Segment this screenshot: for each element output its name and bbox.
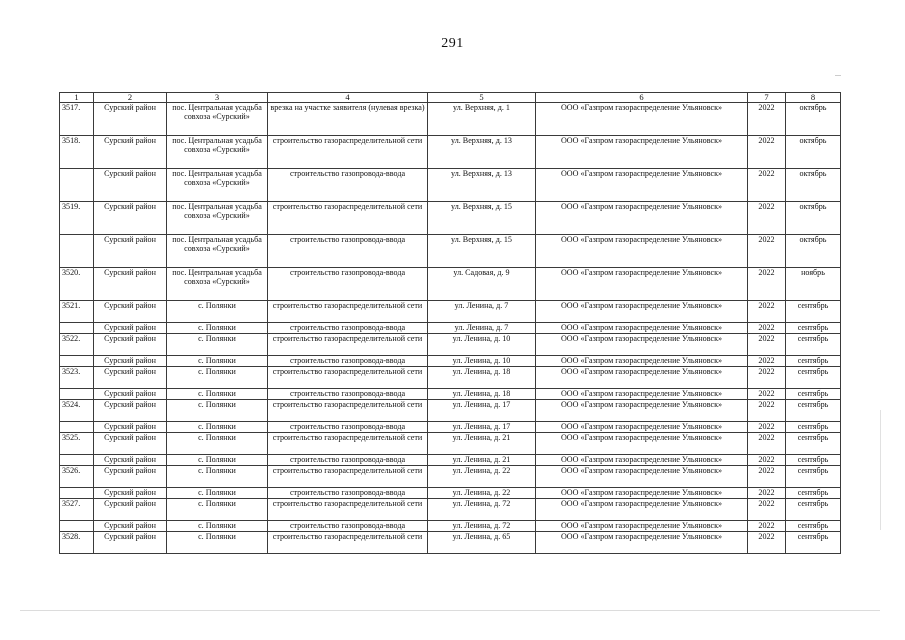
locality-cell: с. Полянки <box>167 433 268 455</box>
work-type-cell: строительство газопровода-ввода <box>268 169 428 202</box>
scan-mark <box>835 75 841 76</box>
year-cell: 2022 <box>748 323 786 334</box>
organization-cell: ООО «Газпром газораспределение Ульяновск» <box>536 400 748 422</box>
year-cell: 2022 <box>748 499 786 521</box>
month-cell: ноябрь <box>786 268 841 301</box>
year-cell: 2022 <box>748 488 786 499</box>
district-cell: Сурский район <box>94 367 167 389</box>
document-table <box>59 92 841 554</box>
year-cell: 2022 <box>748 400 786 422</box>
column-header: 1 <box>60 93 94 103</box>
table-row <box>60 455 841 466</box>
locality-cell: с. Полянки <box>167 455 268 466</box>
locality-cell: с. Полянки <box>167 488 268 499</box>
work-type-cell: строительство газораспределительной сети <box>268 334 428 356</box>
table-row <box>60 136 841 169</box>
table-body <box>60 103 841 554</box>
locality-cell: с. Полянки <box>167 367 268 389</box>
district-cell: Сурский район <box>94 301 167 323</box>
year-cell: 2022 <box>748 235 786 268</box>
year-cell: 2022 <box>748 356 786 367</box>
district-cell: Сурский район <box>94 488 167 499</box>
row-number: 3526. <box>60 466 94 488</box>
work-type-cell: строительство газораспределительной сети <box>268 301 428 323</box>
district-cell: Сурский район <box>94 268 167 301</box>
table-row <box>60 202 841 235</box>
row-number: 3525. <box>60 433 94 455</box>
address-cell: ул. Садовая, д. 9 <box>428 268 536 301</box>
table-row <box>60 356 841 367</box>
year-cell: 2022 <box>748 389 786 400</box>
locality-cell: пос. Центральная усадьба совхоза «Сурский» <box>167 235 268 268</box>
locality-cell: пос. Центральная усадьба совхоза «Сурский» <box>167 268 268 301</box>
organization-cell: ООО «Газпром газораспределение Ульяновск» <box>536 466 748 488</box>
organization-cell: ООО «Газпром газораспределение Ульяновск» <box>536 422 748 433</box>
address-cell: ул. Ленина, д. 72 <box>428 499 536 521</box>
work-type-cell: строительство газопровода-ввода <box>268 455 428 466</box>
address-cell: ул. Верхняя, д. 15 <box>428 202 536 235</box>
address-cell: ул. Верхняя, д. 1 <box>428 103 536 136</box>
month-cell: октябрь <box>786 136 841 169</box>
work-type-cell: строительство газопровода-ввода <box>268 268 428 301</box>
table-row <box>60 169 841 202</box>
table-row <box>60 422 841 433</box>
locality-cell: с. Полянки <box>167 499 268 521</box>
month-cell: сентябрь <box>786 422 841 433</box>
address-cell: ул. Ленина, д. 72 <box>428 521 536 532</box>
table-row <box>60 334 841 356</box>
month-cell: сентябрь <box>786 334 841 356</box>
row-number <box>60 422 94 433</box>
work-type-cell: строительство газораспределительной сети <box>268 367 428 389</box>
row-number: 3524. <box>60 400 94 422</box>
district-cell: Сурский район <box>94 202 167 235</box>
row-number <box>60 488 94 499</box>
locality-cell: с. Полянки <box>167 400 268 422</box>
row-number <box>60 323 94 334</box>
table-row <box>60 103 841 136</box>
organization-cell: ООО «Газпром газораспределение Ульяновск» <box>536 433 748 455</box>
organization-cell: ООО «Газпром газораспределение Ульяновск» <box>536 202 748 235</box>
district-cell: Сурский район <box>94 466 167 488</box>
district-cell: Сурский район <box>94 521 167 532</box>
table-row <box>60 532 841 554</box>
row-number: 3527. <box>60 499 94 521</box>
year-cell: 2022 <box>748 433 786 455</box>
organization-cell: ООО «Газпром газораспределение Ульяновск» <box>536 455 748 466</box>
month-cell: сентябрь <box>786 433 841 455</box>
locality-cell: с. Полянки <box>167 356 268 367</box>
district-cell: Сурский район <box>94 103 167 136</box>
locality-cell: пос. Центральная усадьба совхоза «Сурский» <box>167 136 268 169</box>
address-cell: ул. Ленина, д. 10 <box>428 356 536 367</box>
year-cell: 2022 <box>748 521 786 532</box>
table-row <box>60 521 841 532</box>
organization-cell: ООО «Газпром газораспределение Ульяновск» <box>536 301 748 323</box>
column-header: 4 <box>268 93 428 103</box>
year-cell: 2022 <box>748 532 786 554</box>
work-type-cell: строительство газопровода-ввода <box>268 488 428 499</box>
month-cell: октябрь <box>786 202 841 235</box>
locality-cell: с. Полянки <box>167 334 268 356</box>
work-type-cell: врезка на участке заявителя (нулевая врезка) <box>268 103 428 136</box>
locality-cell: с. Полянки <box>167 301 268 323</box>
column-header: 5 <box>428 93 536 103</box>
row-number: 3519. <box>60 202 94 235</box>
row-number <box>60 169 94 202</box>
address-cell: ул. Ленина, д. 18 <box>428 367 536 389</box>
locality-cell: с. Полянки <box>167 323 268 334</box>
table-row <box>60 301 841 323</box>
row-number <box>60 235 94 268</box>
month-cell: сентябрь <box>786 323 841 334</box>
organization-cell: ООО «Газпром газораспределение Ульяновск» <box>536 356 748 367</box>
district-cell: Сурский район <box>94 136 167 169</box>
year-cell: 2022 <box>748 334 786 356</box>
column-header: 7 <box>748 93 786 103</box>
address-cell: ул. Ленина, д. 17 <box>428 422 536 433</box>
table-row <box>60 400 841 422</box>
address-cell: ул. Ленина, д. 18 <box>428 389 536 400</box>
address-cell: ул. Верхняя, д. 13 <box>428 136 536 169</box>
year-cell: 2022 <box>748 169 786 202</box>
table-row <box>60 433 841 455</box>
address-cell: ул. Ленина, д. 22 <box>428 488 536 499</box>
locality-cell: пос. Центральная усадьба совхоза «Сурский» <box>167 103 268 136</box>
address-cell: ул. Верхняя, д. 15 <box>428 235 536 268</box>
district-cell: Сурский район <box>94 422 167 433</box>
address-cell: ул. Ленина, д. 21 <box>428 455 536 466</box>
year-cell: 2022 <box>748 268 786 301</box>
row-number <box>60 356 94 367</box>
organization-cell: ООО «Газпром газораспределение Ульяновск» <box>536 235 748 268</box>
locality-cell: с. Полянки <box>167 389 268 400</box>
month-cell: сентябрь <box>786 488 841 499</box>
district-cell: Сурский район <box>94 235 167 268</box>
row-number: 3520. <box>60 268 94 301</box>
locality-cell: с. Полянки <box>167 422 268 433</box>
organization-cell: ООО «Газпром газораспределение Ульяновск» <box>536 103 748 136</box>
month-cell: сентябрь <box>786 499 841 521</box>
column-header: 2 <box>94 93 167 103</box>
column-header: 3 <box>167 93 268 103</box>
organization-cell: ООО «Газпром газораспределение Ульяновск» <box>536 268 748 301</box>
month-cell: сентябрь <box>786 301 841 323</box>
year-cell: 2022 <box>748 301 786 323</box>
year-cell: 2022 <box>748 202 786 235</box>
address-cell: ул. Ленина, д. 21 <box>428 433 536 455</box>
work-type-cell: строительство газопровода-ввода <box>268 323 428 334</box>
year-cell: 2022 <box>748 136 786 169</box>
year-cell: 2022 <box>748 422 786 433</box>
organization-cell: ООО «Газпром газораспределение Ульяновск» <box>536 334 748 356</box>
work-type-cell: строительство газопровода-ввода <box>268 356 428 367</box>
year-cell: 2022 <box>748 455 786 466</box>
row-number: 3521. <box>60 301 94 323</box>
address-cell: ул. Ленина, д. 65 <box>428 532 536 554</box>
row-number: 3528. <box>60 532 94 554</box>
work-type-cell: строительство газораспределительной сети <box>268 532 428 554</box>
organization-cell: ООО «Газпром газораспределение Ульяновск» <box>536 169 748 202</box>
work-type-cell: строительство газораспределительной сети <box>268 400 428 422</box>
year-cell: 2022 <box>748 466 786 488</box>
address-cell: ул. Ленина, д. 7 <box>428 301 536 323</box>
month-cell: сентябрь <box>786 389 841 400</box>
locality-cell: с. Полянки <box>167 532 268 554</box>
column-header: 6 <box>536 93 748 103</box>
organization-cell: ООО «Газпром газораспределение Ульяновск» <box>536 521 748 532</box>
district-cell: Сурский район <box>94 323 167 334</box>
locality-cell: с. Полянки <box>167 521 268 532</box>
year-cell: 2022 <box>748 103 786 136</box>
month-cell: сентябрь <box>786 466 841 488</box>
row-number <box>60 455 94 466</box>
month-cell: сентябрь <box>786 521 841 532</box>
address-cell: ул. Ленина, д. 17 <box>428 400 536 422</box>
table-row <box>60 499 841 521</box>
address-cell: ул. Верхняя, д. 13 <box>428 169 536 202</box>
organization-cell: ООО «Газпром газораспределение Ульяновск» <box>536 499 748 521</box>
work-type-cell: строительство газораспределительной сети <box>268 466 428 488</box>
district-cell: Сурский район <box>94 389 167 400</box>
organization-cell: ООО «Газпром газораспределение Ульяновск» <box>536 323 748 334</box>
district-cell: Сурский район <box>94 532 167 554</box>
month-cell: октябрь <box>786 235 841 268</box>
table-row <box>60 268 841 301</box>
address-cell: ул. Ленина, д. 7 <box>428 323 536 334</box>
month-cell: октябрь <box>786 169 841 202</box>
row-number: 3517. <box>60 103 94 136</box>
work-type-cell: строительство газораспределительной сети <box>268 499 428 521</box>
organization-cell: ООО «Газпром газораспределение Ульяновск» <box>536 367 748 389</box>
district-cell: Сурский район <box>94 433 167 455</box>
address-cell: ул. Ленина, д. 22 <box>428 466 536 488</box>
work-type-cell: строительство газопровода-ввода <box>268 422 428 433</box>
locality-cell: с. Полянки <box>167 466 268 488</box>
row-number: 3518. <box>60 136 94 169</box>
address-cell: ул. Ленина, д. 10 <box>428 334 536 356</box>
table-row <box>60 235 841 268</box>
table-row <box>60 389 841 400</box>
table-header-row <box>60 93 841 103</box>
organization-cell: ООО «Газпром газораспределение Ульяновск» <box>536 532 748 554</box>
district-cell: Сурский район <box>94 499 167 521</box>
table-row <box>60 466 841 488</box>
page-number: 291 <box>441 36 464 51</box>
month-cell: сентябрь <box>786 532 841 554</box>
district-cell: Сурский район <box>94 334 167 356</box>
district-cell: Сурский район <box>94 400 167 422</box>
row-number: 3522. <box>60 334 94 356</box>
month-cell: сентябрь <box>786 400 841 422</box>
district-cell: Сурский район <box>94 356 167 367</box>
column-header: 8 <box>786 93 841 103</box>
month-cell: сентябрь <box>786 367 841 389</box>
table-row <box>60 488 841 499</box>
organization-cell: ООО «Газпром газораспределение Ульяновск» <box>536 136 748 169</box>
work-type-cell: строительство газораспределительной сети <box>268 202 428 235</box>
table-row <box>60 323 841 334</box>
row-number: 3523. <box>60 367 94 389</box>
locality-cell: пос. Центральная усадьба совхоза «Сурский» <box>167 202 268 235</box>
month-cell: сентябрь <box>786 356 841 367</box>
district-cell: Сурский район <box>94 455 167 466</box>
scan-mark <box>880 410 881 530</box>
locality-cell: пос. Центральная усадьба совхоза «Сурский» <box>167 169 268 202</box>
month-cell: октябрь <box>786 103 841 136</box>
work-type-cell: строительство газопровода-ввода <box>268 389 428 400</box>
organization-cell: ООО «Газпром газораспределение Ульяновск» <box>536 389 748 400</box>
month-cell: сентябрь <box>786 455 841 466</box>
scan-mark <box>20 610 880 611</box>
year-cell: 2022 <box>748 367 786 389</box>
row-number <box>60 521 94 532</box>
district-cell: Сурский район <box>94 169 167 202</box>
work-type-cell: строительство газопровода-ввода <box>268 521 428 532</box>
work-type-cell: строительство газораспределительной сети <box>268 433 428 455</box>
row-number <box>60 389 94 400</box>
organization-cell: ООО «Газпром газораспределение Ульяновск» <box>536 488 748 499</box>
work-type-cell: строительство газопровода-ввода <box>268 235 428 268</box>
work-type-cell: строительство газораспределительной сети <box>268 136 428 169</box>
table-row <box>60 367 841 389</box>
